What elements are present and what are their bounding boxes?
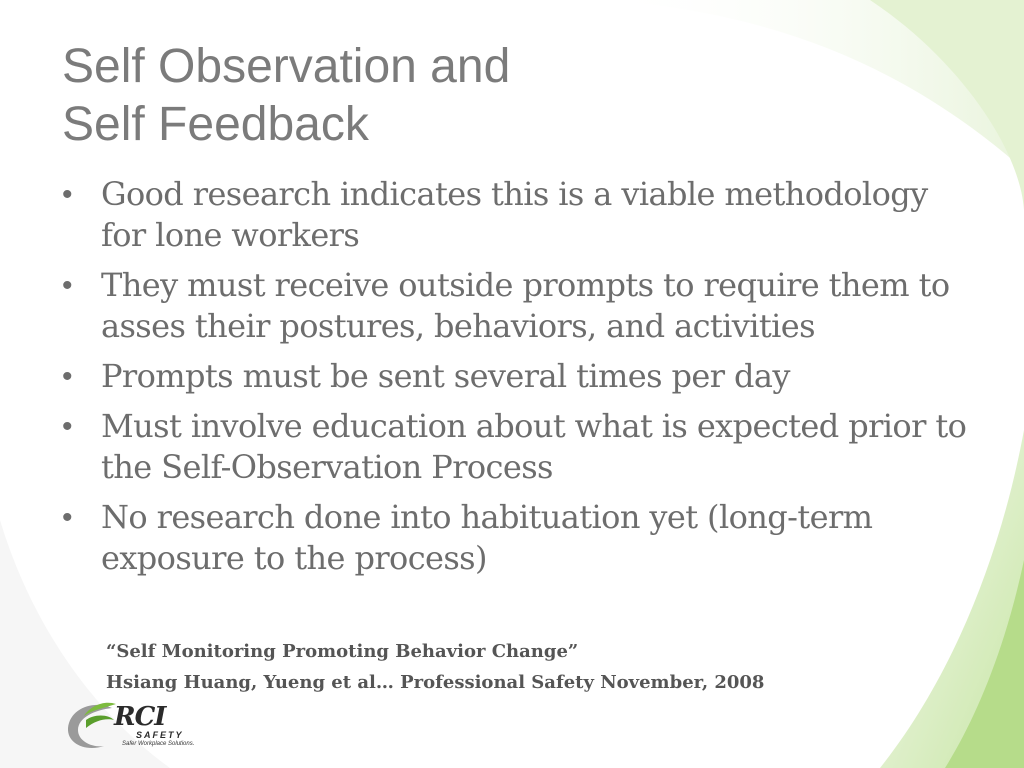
citation-title: “Self Monitoring Promoting Behavior Change”: [106, 641, 579, 662]
bullet-glyph: •: [62, 360, 72, 393]
bullet-item: [58, 265, 978, 347]
bullet-text: Must involve education about what is expected prior to the Self-Observation Process: [101, 407, 967, 486]
bullet-list: [58, 174, 978, 588]
logo-tagline: Safer Workplace Solutions.: [122, 741, 195, 747]
bullet-item: [58, 406, 978, 488]
bullet-text: Prompts must be sent several times per day: [101, 357, 790, 395]
slide-title-line-1: Self Observation and: [62, 40, 511, 93]
citation-source: Hsiang Huang, Yueng et al… Professional Safety November, 2008: [106, 672, 765, 693]
bullet-item: [58, 356, 978, 397]
bullet-glyph: •: [62, 410, 72, 443]
bullet-glyph: •: [62, 178, 72, 211]
rci-safety-logo: [64, 698, 214, 754]
slide-title: [62, 38, 510, 154]
bullet-item: [58, 174, 978, 256]
citation: [106, 636, 764, 698]
bullet-text: Good research indicates this is a viable methodology for lone workers: [101, 175, 928, 254]
bullet-item: [58, 497, 978, 579]
bullet-text: They must receive outside prompts to require them to asses their postures, behaviors, and activities: [101, 266, 950, 345]
logo-wordmark: RCI: [114, 702, 166, 732]
bullet-text: No research done into habituation yet (long-term exposure to the process): [101, 498, 873, 577]
bullet-glyph: •: [62, 269, 72, 302]
slide-title-line-2: Self Feedback: [62, 98, 369, 151]
bullet-glyph: •: [62, 501, 72, 534]
logo-subtitle: SAFETY: [136, 730, 184, 740]
